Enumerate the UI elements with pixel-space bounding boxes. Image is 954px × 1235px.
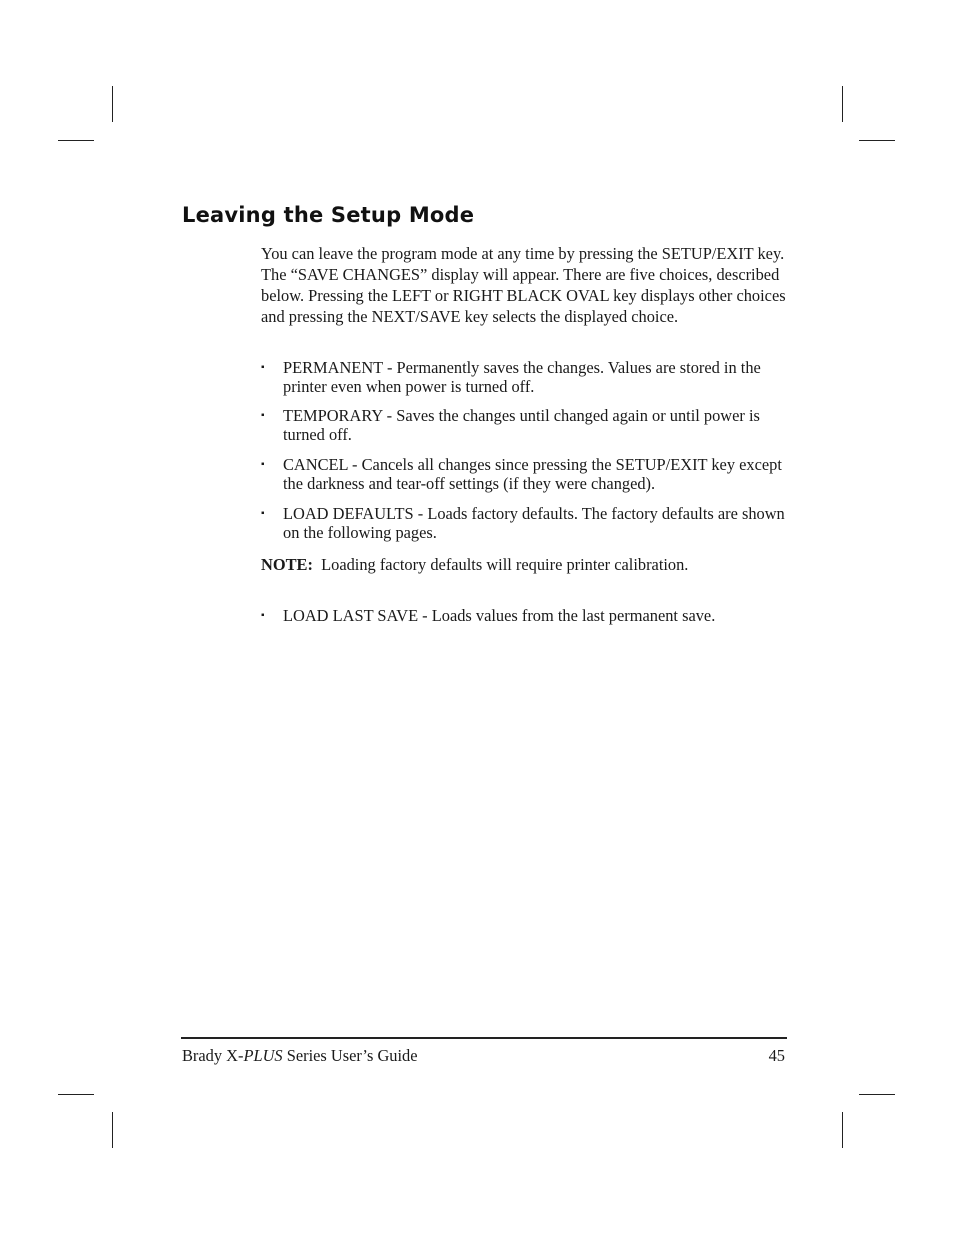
footer-title-italic: PLUS <box>243 1046 283 1065</box>
list-item-text: CANCEL - Cancels all changes since pressing the SETUP/EXIT key except the darkness and tear-off settings (if they were changed). <box>283 455 782 493</box>
list-item <box>261 455 789 493</box>
list-item-text: LOAD LAST SAVE - Loads values from the last permanent save. <box>283 606 716 625</box>
crop-mark-bottom-left-vertical <box>112 1112 113 1148</box>
list-item <box>261 504 789 542</box>
list-item <box>261 358 789 396</box>
list-item <box>261 606 789 625</box>
section-heading: Leaving the Setup Mode <box>182 203 475 227</box>
crop-mark-top-right-vertical <box>842 86 843 122</box>
note-label: NOTE: <box>261 555 313 574</box>
footer-title-prefix: Brady X- <box>182 1046 244 1065</box>
footer-title-suffix: Series User’s Guide <box>282 1046 418 1065</box>
list-item <box>261 406 789 444</box>
bullet-marker: ▪ <box>261 362 265 373</box>
bullet-marker: ▪ <box>261 610 265 621</box>
note <box>261 555 789 574</box>
bullet-marker: ▪ <box>261 410 265 421</box>
intro-paragraph: You can leave the program mode at any time by pressing the SETUP/EXIT key. The “SAVE CHANGES” display will appear. There are five choices, described below. Pressing the LEFT or RIGHT BLACK OVAL key displays other choices and pressing the NEXT/SAVE key selects the displayed choice. <box>261 244 786 326</box>
crop-mark-bottom-right-vertical <box>842 1112 843 1148</box>
list-item-text: PERMANENT - Permanently saves the changes. Values are stored in the printer even when power is turned off. <box>283 358 761 396</box>
crop-mark-bottom-right-horizontal <box>859 1094 895 1095</box>
crop-mark-bottom-left-horizontal <box>58 1094 94 1095</box>
crop-mark-top-left-vertical <box>112 86 113 122</box>
footer-rule <box>181 1037 787 1039</box>
list-item-text: LOAD DEFAULTS - Loads factory defaults. The factory defaults are shown on the following pages. <box>283 504 785 542</box>
bullet-marker: ▪ <box>261 459 265 470</box>
footer-title <box>182 1046 418 1066</box>
crop-mark-top-right-horizontal <box>859 140 895 141</box>
crop-mark-top-left-horizontal <box>58 140 94 141</box>
note-text: Loading factory defaults will require printer calibration. <box>321 555 689 574</box>
bullet-marker: ▪ <box>261 508 265 519</box>
list-item-text: TEMPORARY - Saves the changes until changed again or until power is turned off. <box>283 406 760 444</box>
page-number: 45 <box>768 1046 785 1065</box>
